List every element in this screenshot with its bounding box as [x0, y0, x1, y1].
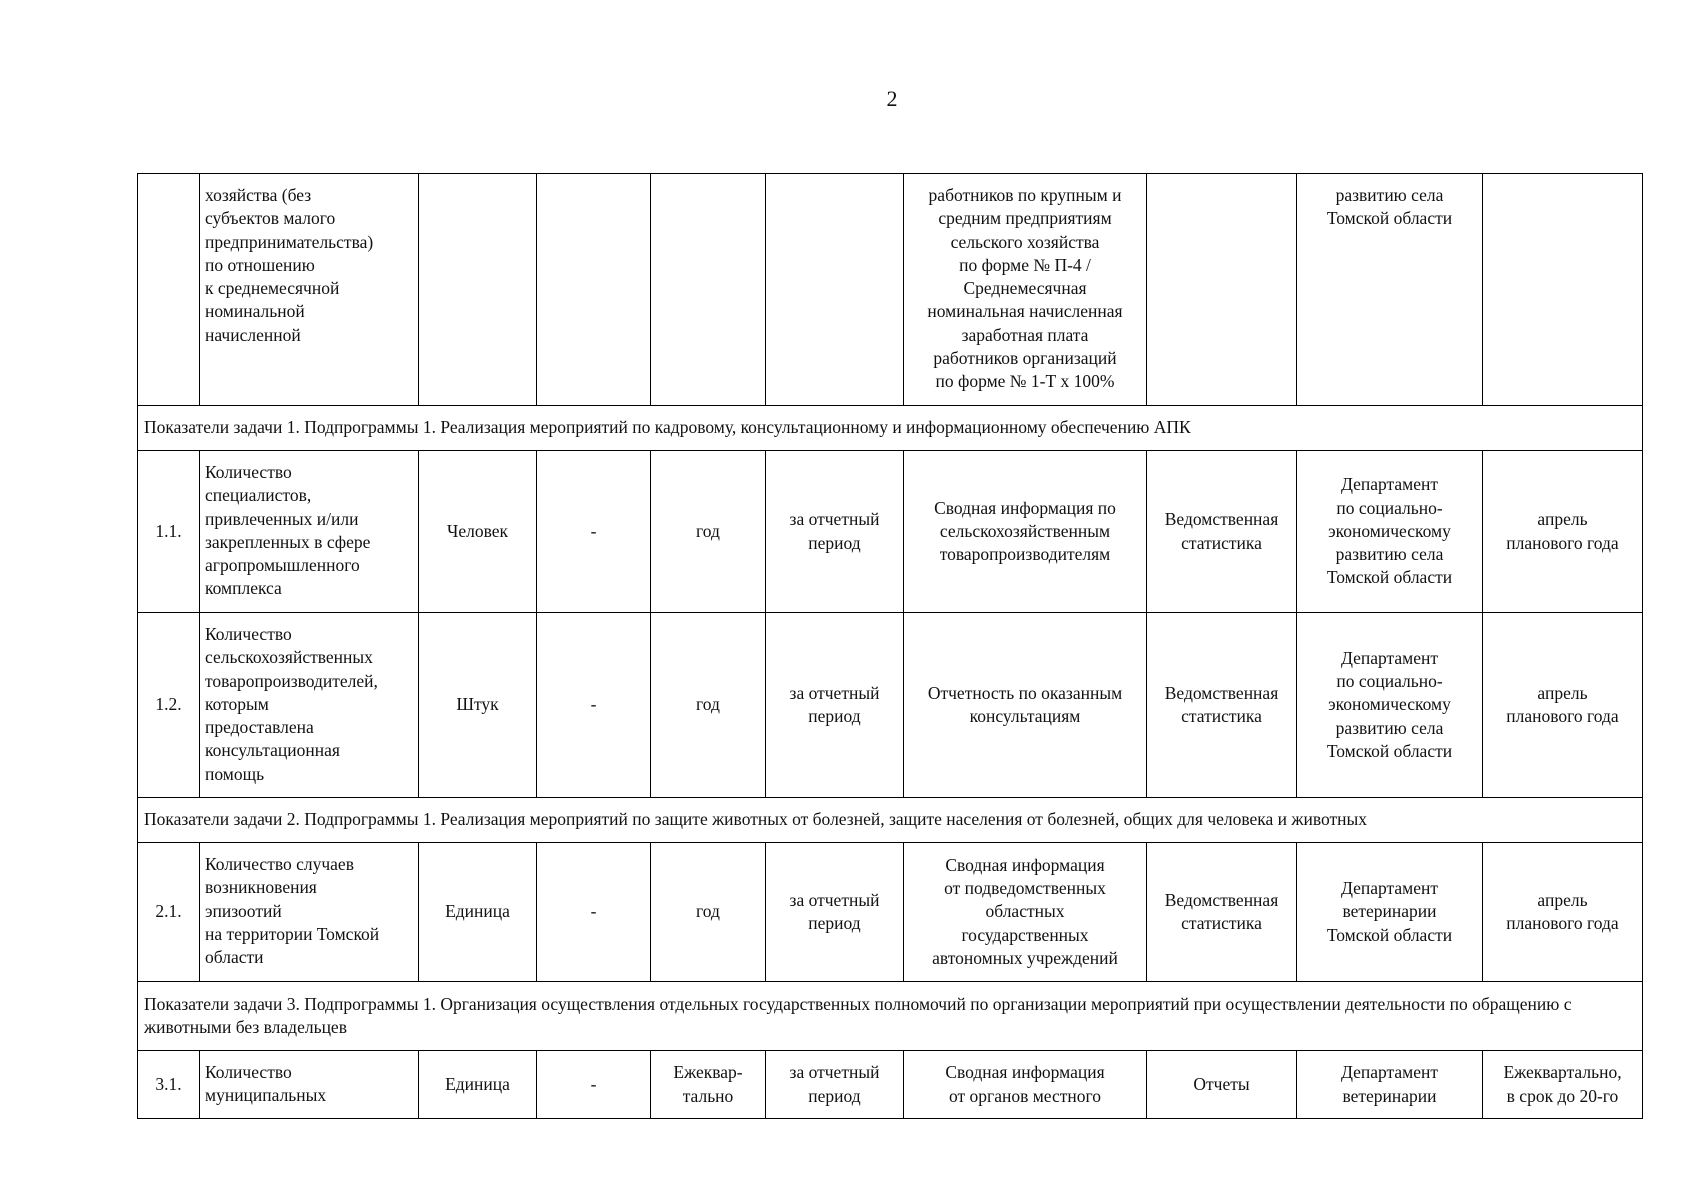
- cell-name-lines: [205, 1061, 413, 1108]
- cell-formula: [904, 174, 1147, 406]
- text-line: экономическому: [1328, 520, 1451, 541]
- cell-deadline-lines: [1488, 889, 1637, 936]
- cell-num: 1.1.: [138, 451, 200, 613]
- text-line: за отчетный: [789, 889, 880, 910]
- cell-responsible: [1297, 1051, 1483, 1119]
- cell-name: [200, 451, 419, 613]
- text-line: за отчетный: [789, 509, 880, 530]
- text-line: планового года: [1506, 532, 1619, 553]
- text-line: за отчетный: [789, 682, 880, 703]
- cell-method-lines: [1152, 682, 1291, 729]
- section-title: Показатели задачи 3. Подпрограммы 1. Организация осуществления отдельных государственных полномочий по организации мероприятий при осуществлении деятельности по обращению с животными без владельцев: [138, 982, 1643, 1051]
- cell-name-lines: [205, 853, 413, 969]
- page-number: 2: [886, 86, 898, 111]
- cell-frequency: [651, 843, 766, 982]
- text-line: консультациям: [969, 706, 1081, 726]
- text-line: развитию села: [1335, 544, 1444, 565]
- cell-deadline-lines: [1488, 682, 1637, 729]
- text-line: номинальная начисленная: [927, 301, 1123, 322]
- text-line: планового года: [1506, 913, 1619, 933]
- text-line: Томской области: [1326, 740, 1453, 761]
- text-line: статистика: [1181, 706, 1262, 726]
- cell-method: [1147, 1051, 1297, 1119]
- text-line: муниципальных: [205, 1085, 327, 1106]
- cell-frequency-lines: [656, 520, 760, 543]
- cell-name: [200, 174, 419, 406]
- cell-frequency: [651, 613, 766, 798]
- responsible-lines: [1302, 184, 1477, 231]
- cell-formula-lines: [909, 1061, 1141, 1108]
- cell-method: [1147, 613, 1297, 798]
- text-line: области: [205, 947, 264, 968]
- cell-formula-lines: [909, 497, 1141, 567]
- text-line: агропромышленного: [205, 555, 360, 576]
- cell-deadline-lines: [1488, 1061, 1637, 1108]
- cell-responsible: [1297, 613, 1483, 798]
- cell-name: [200, 613, 419, 798]
- text-line: Сводная информация: [945, 1062, 1105, 1083]
- text-line: Отчеты: [1193, 1073, 1250, 1094]
- text-line: Среднемесячная: [963, 278, 1087, 299]
- text-line: начисленной: [205, 324, 301, 345]
- text-line: Департамент: [1340, 878, 1439, 899]
- cell-unit: [419, 174, 537, 406]
- indicator-row: [138, 843, 1643, 982]
- cell-period: [766, 174, 904, 406]
- text-line: по форме № 1-Т х 100%: [935, 371, 1115, 392]
- cell-deadline: [1483, 843, 1643, 982]
- cell-name-lines: [205, 623, 413, 786]
- text-line: сельскохозяйственных: [205, 647, 373, 668]
- text-line: экономическому: [1328, 694, 1451, 715]
- text-line: год: [696, 694, 720, 715]
- text-line: Ежеквартально,: [1503, 1062, 1622, 1083]
- text-line: сельскохозяйственным: [939, 520, 1111, 541]
- text-line: Количество: [205, 624, 292, 644]
- cell-direction: -: [537, 613, 651, 798]
- cell-method: [1147, 174, 1297, 406]
- cell-direction: -: [537, 843, 651, 982]
- text-line: эпизоотий: [205, 900, 282, 921]
- cell-method-lines: [1152, 508, 1291, 555]
- text-line: привлеченных и/или: [205, 508, 359, 529]
- text-line: Томской области: [1326, 208, 1453, 229]
- text-line: статистика: [1181, 532, 1262, 553]
- cell-method: [1147, 451, 1297, 613]
- text-line: хозяйства (без: [205, 185, 312, 205]
- cell-num: 3.1.: [138, 1051, 200, 1119]
- cell-frequency-lines: [656, 900, 760, 923]
- cell-method-lines: [1152, 1073, 1291, 1096]
- text-line: возникновения: [205, 877, 317, 898]
- text-line: Департамент: [1340, 647, 1439, 668]
- cell-period: [766, 451, 904, 613]
- cell-period-lines: [771, 889, 898, 936]
- text-line: тально: [682, 1085, 734, 1106]
- text-line: период: [808, 1085, 861, 1106]
- text-line: субъектов малого: [205, 208, 336, 229]
- cell-unit: Человек: [419, 451, 537, 613]
- cell-formula: [904, 1051, 1147, 1119]
- cell-deadline: [1483, 451, 1643, 613]
- text-line: Количество: [205, 1062, 292, 1082]
- text-line: Ежеквар-: [673, 1062, 743, 1083]
- text-line: Отчетность по оказанным: [927, 682, 1123, 703]
- text-line: за отчетный: [789, 1062, 880, 1083]
- text-line: развитию села: [1335, 717, 1444, 738]
- cell-name-lines: [205, 461, 413, 601]
- cell-direction: -: [537, 1051, 651, 1119]
- cell-formula: [904, 843, 1147, 982]
- cell-formula-lines: [909, 854, 1141, 970]
- cell-formula: [904, 613, 1147, 798]
- text-line: товаропроизводителей,: [205, 670, 378, 691]
- indicators-table: [137, 173, 1643, 1119]
- section-header-row: [138, 406, 1643, 451]
- table-body: [138, 174, 1643, 1119]
- text-line: по отношению: [205, 254, 315, 275]
- text-line: предоставлена: [205, 717, 314, 738]
- cell-name: [200, 1051, 419, 1119]
- text-line: Сводная информация: [945, 854, 1105, 875]
- cell-responsible: [1297, 451, 1483, 613]
- text-line: по форме № П-4 /: [959, 254, 1091, 275]
- cell-deadline: [1483, 613, 1643, 798]
- cell-responsible: [1297, 843, 1483, 982]
- text-line: автономных учреждений: [932, 947, 1118, 968]
- text-line: от подведомственных: [944, 878, 1106, 899]
- text-line: заработная плата: [961, 324, 1089, 345]
- text-line: консультационная: [205, 740, 340, 761]
- text-line: Томской области: [1326, 924, 1453, 945]
- cell-period: [766, 843, 904, 982]
- text-line: закрепленных в сфере: [205, 531, 371, 552]
- text-line: период: [808, 532, 861, 553]
- text-line: Ведомственная: [1164, 889, 1279, 910]
- text-line: комплекса: [205, 578, 282, 599]
- text-line: на территории Томской: [205, 923, 380, 944]
- cell-direction: [537, 174, 651, 406]
- text-line: от органов местного: [948, 1085, 1102, 1106]
- text-line: период: [808, 913, 861, 933]
- cell-unit: Единица: [419, 843, 537, 982]
- cell-frequency-lines: [656, 1061, 760, 1108]
- cell-responsible-lines: [1302, 877, 1477, 947]
- text-line: Количество случаев: [205, 854, 354, 874]
- cell-responsible: [1297, 174, 1483, 406]
- text-line: которым: [205, 693, 269, 714]
- text-line: ветеринарии: [1342, 901, 1437, 922]
- text-line: товаропроизводителям: [939, 544, 1111, 565]
- text-line: Ведомственная: [1164, 509, 1279, 530]
- cell-unit: Штук: [419, 613, 537, 798]
- text-line: апрель: [1537, 682, 1588, 703]
- cell-num: [138, 174, 200, 406]
- text-line: в срок до 20-го: [1506, 1085, 1619, 1106]
- text-line: областных: [985, 901, 1065, 922]
- text-line: государственных: [961, 924, 1089, 945]
- cell-deadline: [1483, 1051, 1643, 1119]
- cell-period-lines: [771, 682, 898, 729]
- text-line: планового года: [1506, 706, 1619, 726]
- cell-frequency: [651, 451, 766, 613]
- text-line: Ведомственная: [1164, 682, 1279, 703]
- cell-formula: [904, 451, 1147, 613]
- section-header-row: [138, 798, 1643, 843]
- text-line: предпринимательства): [205, 231, 374, 252]
- cell-frequency: [651, 1051, 766, 1119]
- text-line: по социально-: [1336, 497, 1443, 518]
- text-line: Сводная информация по: [934, 497, 1116, 518]
- text-line: по социально-: [1336, 671, 1443, 692]
- text-line: к среднемесячной: [205, 278, 340, 299]
- cell-method-lines: [1152, 889, 1291, 936]
- cell-period: [766, 1051, 904, 1119]
- cell-num: 1.2.: [138, 613, 200, 798]
- text-line: сельского хозяйства: [950, 231, 1100, 252]
- indicator-row: [138, 451, 1643, 613]
- formula-lines: [909, 184, 1141, 394]
- cell-direction: -: [537, 451, 651, 613]
- text-line: развитию села: [1335, 185, 1444, 205]
- cell-formula-lines: [909, 682, 1141, 729]
- text-line: Количество: [205, 462, 292, 482]
- cell-responsible-lines: [1302, 647, 1477, 763]
- cell-unit: Единица: [419, 1051, 537, 1119]
- section-title: Показатели задачи 1. Подпрограммы 1. Реализация мероприятий по кадровому, консультационному и информационному обеспечению АПК: [138, 406, 1643, 451]
- text-line: Томской области: [1326, 567, 1453, 588]
- text-line: Департамент: [1340, 474, 1439, 495]
- text-line: статистика: [1181, 913, 1262, 933]
- text-line: работников организаций: [933, 348, 1117, 369]
- text-line: апрель: [1537, 889, 1588, 910]
- indicator-row: [138, 1051, 1643, 1119]
- cell-responsible-lines: [1302, 473, 1477, 589]
- cell-period: [766, 613, 904, 798]
- cell-num: 2.1.: [138, 843, 200, 982]
- cell-period-lines: [771, 508, 898, 555]
- cell-deadline-lines: [1488, 508, 1637, 555]
- cell-responsible-lines: [1302, 1061, 1477, 1108]
- text-line: номинальной: [205, 301, 305, 322]
- continuation-row: [138, 174, 1643, 406]
- section-header-row: [138, 982, 1643, 1051]
- text-line: средним предприятиям: [938, 208, 1112, 229]
- text-line: работников по крупным и: [928, 185, 1122, 205]
- text-line: апрель: [1537, 509, 1588, 530]
- cell-frequency-lines: [656, 693, 760, 716]
- text-line: ветеринарии: [1342, 1085, 1437, 1106]
- text-line: Департамент: [1340, 1062, 1439, 1083]
- cell-deadline: [1483, 174, 1643, 406]
- text-line: год: [696, 901, 720, 922]
- text-line: год: [696, 520, 720, 541]
- text-line: период: [808, 706, 861, 726]
- text-line: специалистов,: [205, 485, 312, 506]
- indicator-row: [138, 613, 1643, 798]
- cell-period-lines: [771, 1061, 898, 1108]
- name-lines: [205, 184, 413, 347]
- cell-name: [200, 843, 419, 982]
- section-title: Показатели задачи 2. Подпрограммы 1. Реализация мероприятий по защите животных от болезней, защите населения от болезней, общих для человека и животных: [138, 798, 1643, 843]
- cell-method: [1147, 843, 1297, 982]
- text-line: помощь: [205, 763, 265, 784]
- cell-frequency: [651, 174, 766, 406]
